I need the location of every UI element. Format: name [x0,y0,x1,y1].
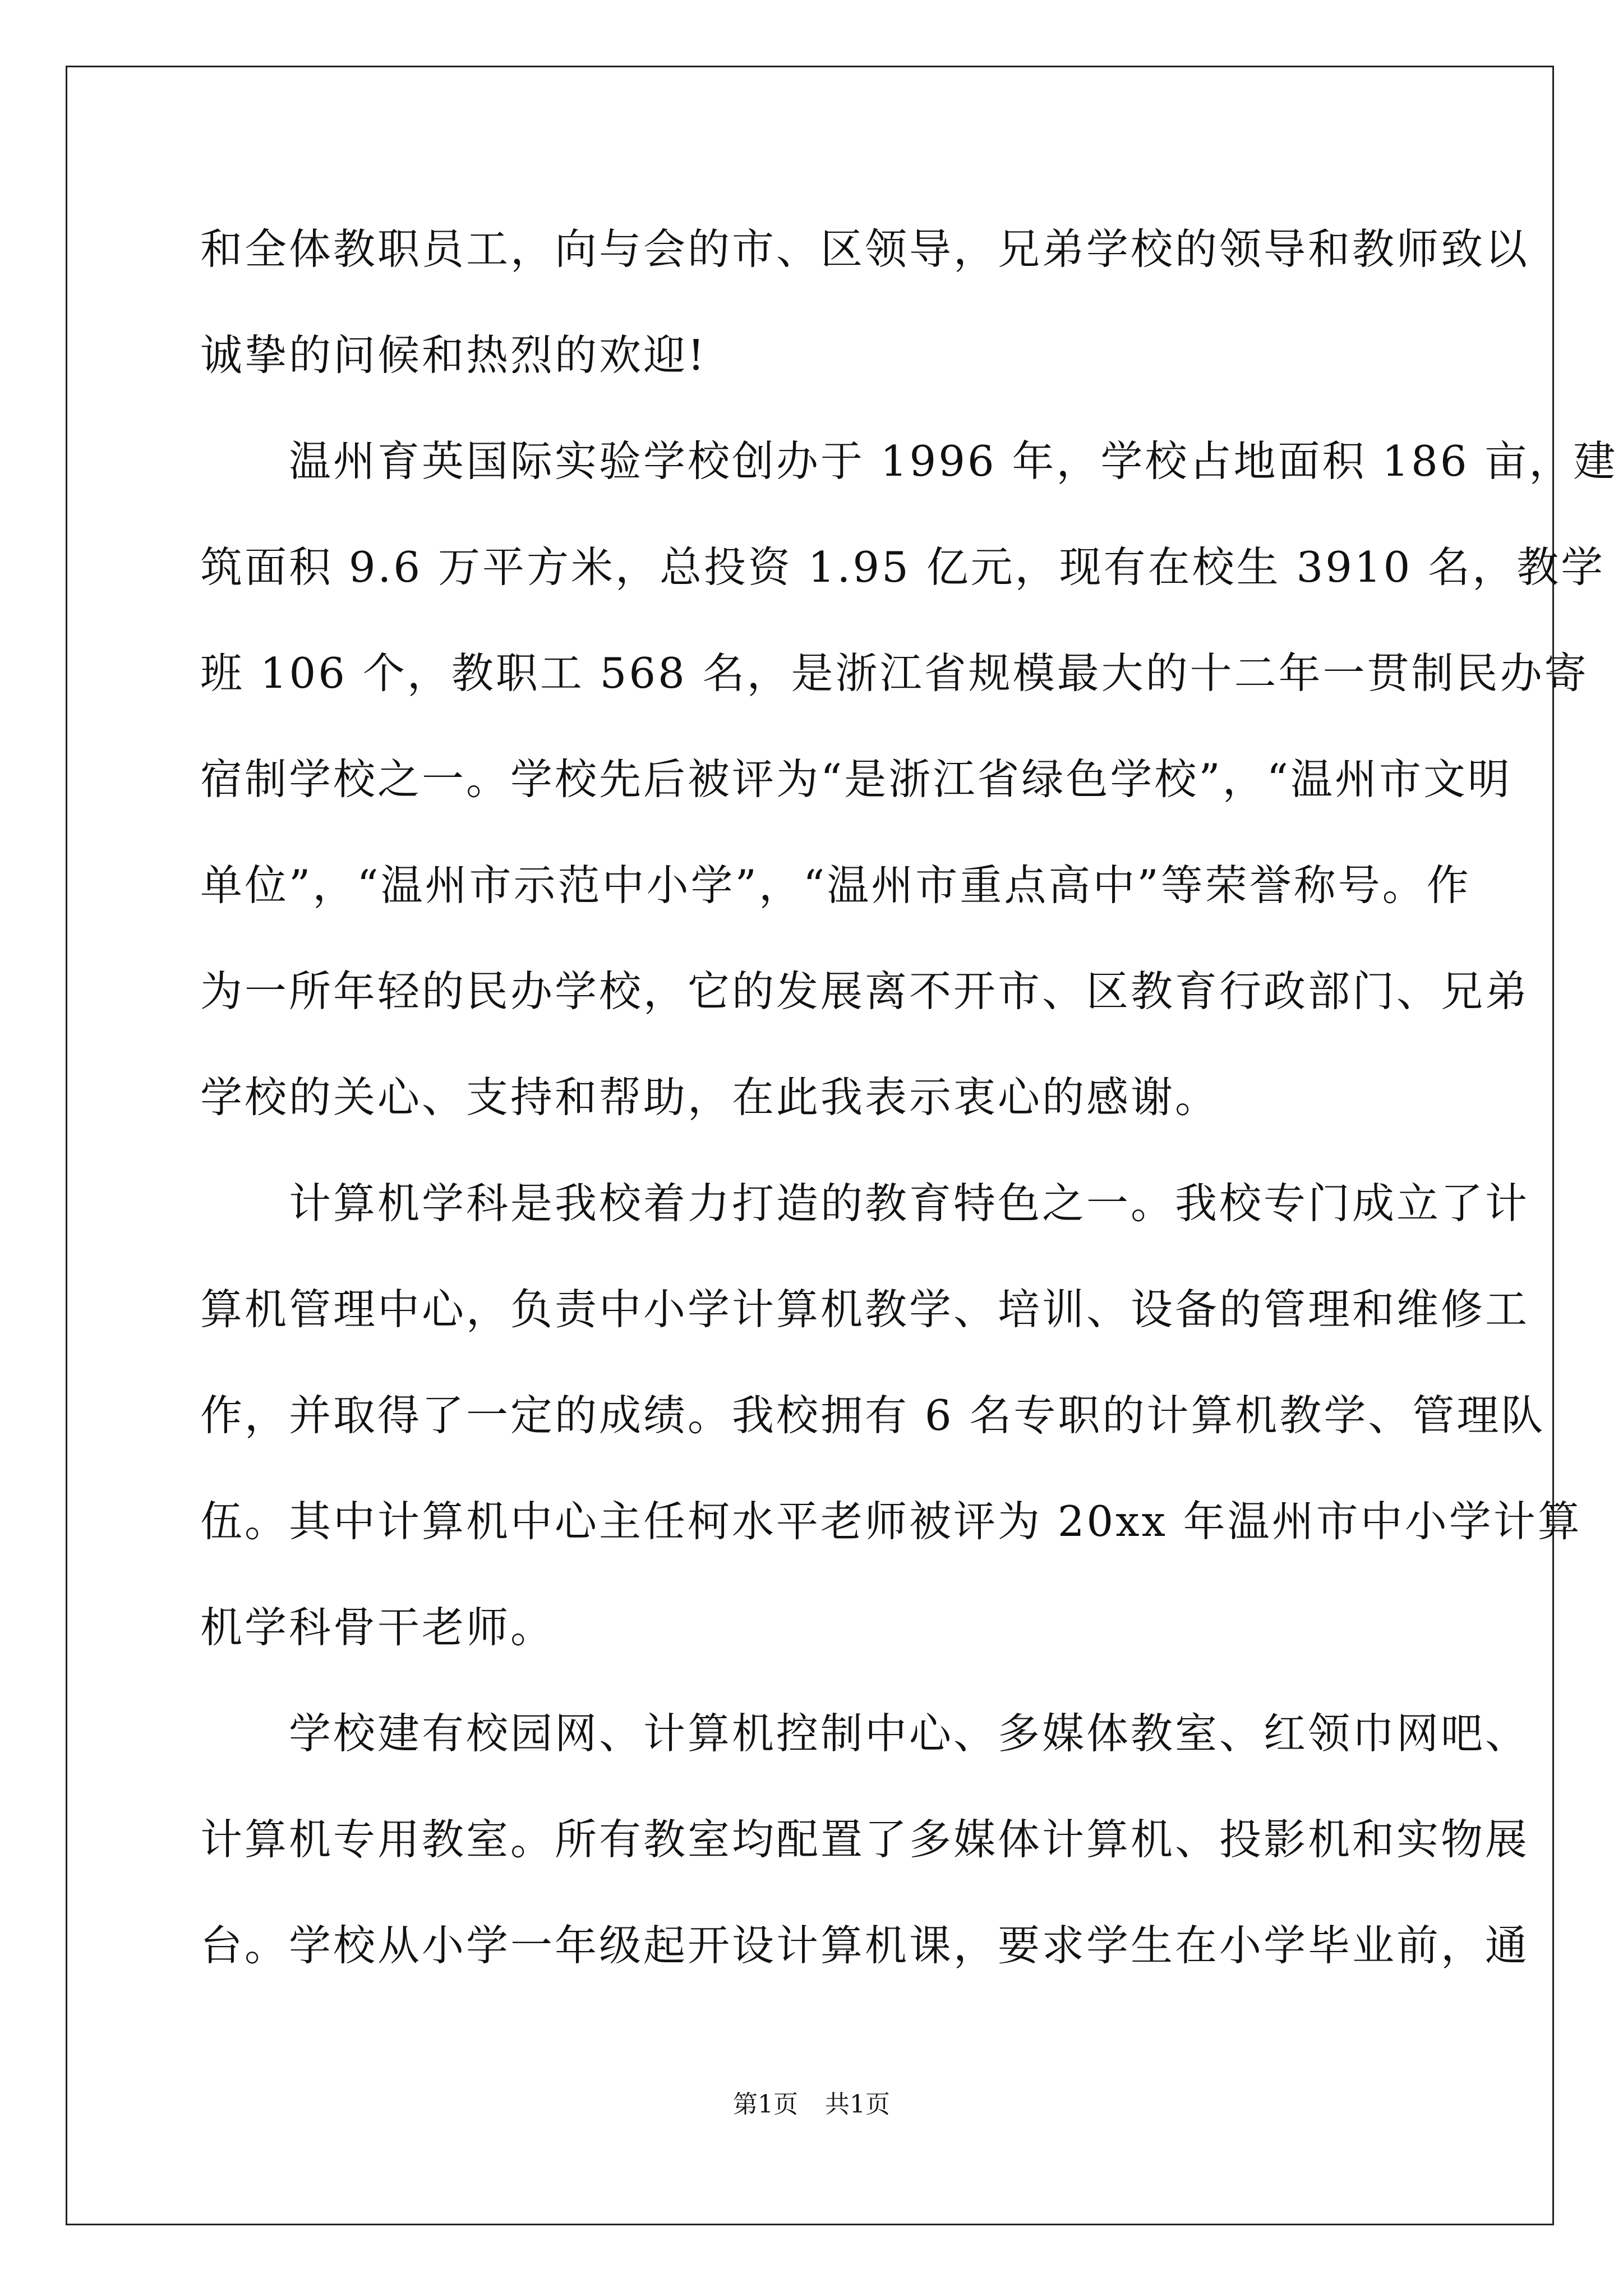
text-line: 温州育英国际实验学校创办于 1996 年，学校占地面积 186 亩，建 [200,436,1618,486]
page-footer [0,2088,1623,2122]
text-line: 学校建有校园网、计算机控制中心、多媒体教室、红领巾网吧、 [200,1709,1530,1758]
text-line: 筑面积 9.6 万平方米，总投资 1.95 亿元，现有在校生 3910 名，教学 [200,542,1606,592]
text-line: 和全体教职员工，向与会的市、区领导，兄弟学校的领导和教师致以 [200,224,1530,274]
document-body [200,196,1618,1999]
text-line: 单位”，“温州市示范中小学”，“温州市重点高中”等荣誉称号。作 [200,861,1471,910]
page-total: 共1页 [825,2090,890,2119]
text-line: 班 106 个，教职工 568 名，是浙江省规模最大的十二年一贯制民办寄 [200,648,1589,698]
text-line: 学校的关心、支持和帮助，在此我表示衷心的感谢。 [200,1073,1220,1122]
text-line: 算机管理中心，负责中小学计算机教学、培训、设备的管理和维修工 [200,1285,1530,1334]
text-line: 台。学校从小学一年级起开设计算机课，要求学生在小学毕业前，通 [200,1921,1530,1970]
text-line: 作，并取得了一定的成绩。我校拥有 6 名专职的计算机教学、管理队 [200,1391,1546,1440]
text-line: 机学科骨干老师。 [200,1603,555,1652]
text-line: 计算机学科是我校着力打造的教育特色之一。我校专门成立了计 [200,1179,1530,1228]
page-number: 第1页 [733,2090,798,2119]
text-line: 宿制学校之一。学校先后被评为“是浙江省绿色学校”，“温州市文明 [200,754,1513,804]
text-line: 伍。其中计算机中心主任柯水平老师被评为 20xx 年温州市中小学计算 [200,1497,1582,1546]
text-line: 诚挚的问候和热烈的欢迎! [200,330,707,380]
text-line: 为一所年轻的民办学校，它的发展离不开市、区教育行政部门、兄弟 [200,967,1530,1016]
text-line: 计算机专用教室。所有教室均配置了多媒体计算机、投影机和实物展 [200,1815,1530,1864]
